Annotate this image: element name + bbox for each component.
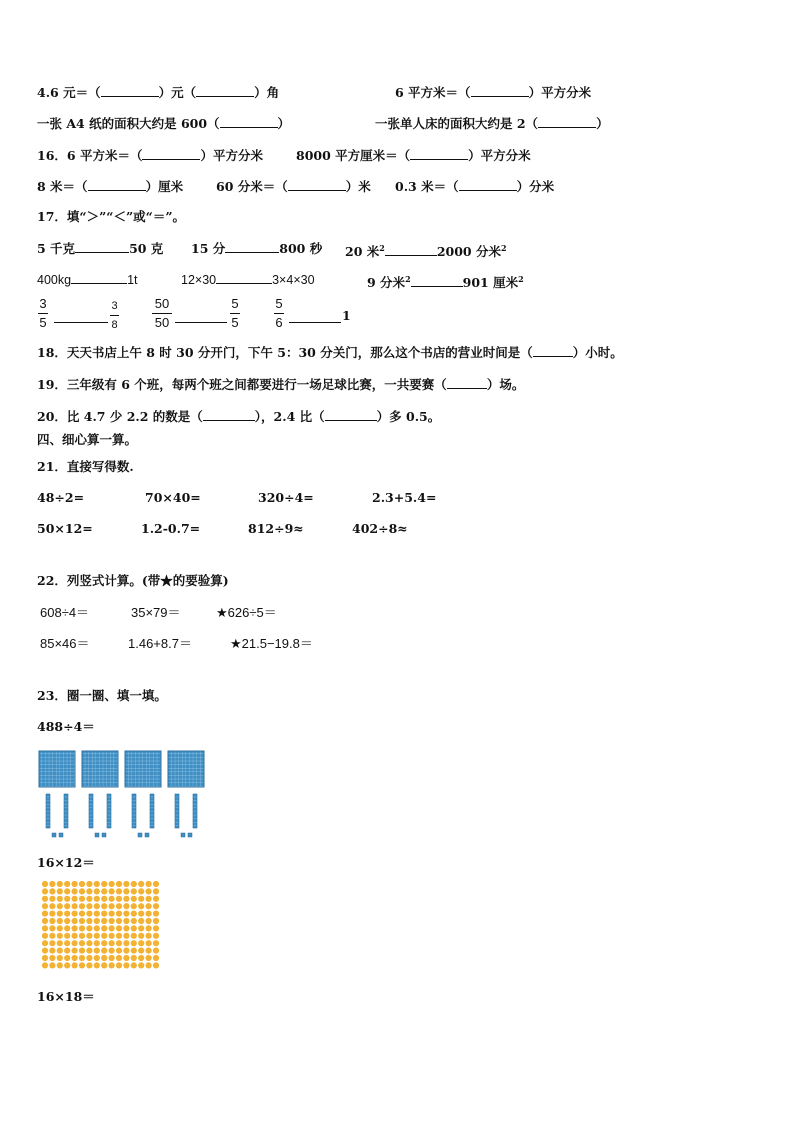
answer-blank[interactable]	[289, 322, 341, 323]
fraction-3-8: 3 8	[111, 300, 118, 331]
dot	[79, 948, 85, 954]
multiplication-16-by-18: 16×18＝	[37, 989, 95, 1004]
dot	[86, 933, 92, 939]
dot	[72, 955, 78, 961]
dot	[153, 918, 159, 924]
ten-rod	[89, 794, 93, 828]
dot	[138, 940, 144, 946]
dot	[64, 948, 70, 954]
ten-rods	[46, 794, 197, 828]
dot	[131, 955, 137, 961]
oral-calc-item: 2.3+5.4=	[372, 490, 437, 505]
dot	[64, 881, 70, 887]
dot	[153, 933, 159, 939]
dot-array-figure	[41, 880, 163, 972]
dot	[123, 955, 129, 961]
oral-calc-item: 50×12=	[37, 521, 93, 536]
question-23-title: 23．圈一圈、填一填。	[37, 688, 167, 703]
dot	[109, 940, 115, 946]
division-488-by-4: 488÷4＝	[37, 719, 95, 734]
dot	[123, 940, 129, 946]
vertical-calc-item: 35×79＝	[131, 605, 181, 620]
dot	[79, 896, 85, 902]
dot	[138, 881, 144, 887]
dot	[101, 962, 107, 968]
dot	[116, 940, 122, 946]
dot	[101, 896, 107, 902]
dot	[57, 948, 63, 954]
length-conversion-b: 60 分米＝（ ）米	[216, 179, 371, 194]
dot	[101, 933, 107, 939]
dot	[123, 925, 129, 931]
dot	[131, 888, 137, 894]
dot	[94, 911, 100, 917]
answer-blank[interactable]	[538, 115, 596, 128]
dot	[101, 911, 107, 917]
answer-blank[interactable]	[220, 115, 278, 128]
dot	[101, 940, 107, 946]
dot	[123, 896, 129, 902]
dot	[42, 948, 48, 954]
dot	[101, 955, 107, 961]
dot	[42, 903, 48, 909]
dot	[57, 933, 63, 939]
dot	[138, 888, 144, 894]
dot	[72, 911, 78, 917]
dot	[123, 918, 129, 924]
oral-calc-item: 48÷2=	[37, 490, 85, 505]
dot	[131, 896, 137, 902]
dot	[72, 940, 78, 946]
dot	[131, 948, 137, 954]
dot	[123, 888, 129, 894]
dot	[116, 925, 122, 931]
dot	[79, 903, 85, 909]
unit-fill-bed: 一张单人床的面积大约是 2（ ）	[375, 116, 609, 131]
dot	[49, 933, 55, 939]
unit-cube	[102, 833, 106, 837]
dot	[116, 933, 122, 939]
dot	[138, 903, 144, 909]
dot	[94, 881, 100, 887]
dot	[49, 911, 55, 917]
length-conversion-a: 8 米＝（ ）厘米	[37, 179, 184, 194]
answer-blank[interactable]	[101, 84, 159, 97]
dot	[153, 888, 159, 894]
dot	[131, 962, 137, 968]
answer-blank[interactable]	[54, 322, 108, 323]
question-16-a: 16．6 平方米＝（ ）平方分米	[37, 148, 263, 163]
dot	[72, 962, 78, 968]
question-16-b: 8000 平方厘米＝（ ）平方分米	[296, 148, 531, 163]
answer-blank[interactable]	[196, 84, 254, 97]
dot	[109, 918, 115, 924]
dot	[79, 940, 85, 946]
dot	[49, 955, 55, 961]
dot	[64, 962, 70, 968]
dot	[131, 918, 137, 924]
dot	[57, 925, 63, 931]
ten-rod	[107, 794, 111, 828]
dot	[131, 911, 137, 917]
answer-blank[interactable]	[216, 271, 272, 284]
question-21-title: 21．直接写得数.	[37, 459, 134, 474]
ten-rod	[46, 794, 50, 828]
compare-one: 1	[342, 308, 351, 323]
dot	[153, 881, 159, 887]
dot	[116, 962, 122, 968]
dot	[146, 933, 152, 939]
dot	[101, 918, 107, 924]
dot	[79, 962, 85, 968]
question-20: 20．比 4.7 少 2.2 的数是（ ），2.4 比（ ）多 0.5。	[37, 409, 441, 424]
dot	[94, 896, 100, 902]
dot	[72, 881, 78, 887]
dot	[49, 896, 55, 902]
answer-blank[interactable]	[385, 243, 437, 256]
dot	[146, 911, 152, 917]
vertical-calc-item: 1.46+8.7＝	[128, 636, 192, 651]
dot	[109, 933, 115, 939]
unit-cube	[138, 833, 142, 837]
dot	[57, 911, 63, 917]
dot	[49, 925, 55, 931]
fraction-50-50: 50 50	[152, 296, 172, 331]
dot	[57, 955, 63, 961]
dot	[153, 962, 159, 968]
oral-calc-item: 812÷9≈	[248, 521, 304, 536]
unit-cube	[188, 833, 192, 837]
unit-cube	[181, 833, 185, 837]
dot	[49, 881, 55, 887]
dot	[146, 888, 152, 894]
dot	[123, 933, 129, 939]
dot	[79, 881, 85, 887]
dot	[138, 962, 144, 968]
dot	[109, 911, 115, 917]
multiplication-16-by-12: 16×12＝	[37, 855, 95, 870]
answer-blank[interactable]	[288, 178, 346, 191]
ten-rod	[150, 794, 154, 828]
dot	[123, 903, 129, 909]
dot	[64, 925, 70, 931]
dot	[123, 948, 129, 954]
dot	[72, 948, 78, 954]
question-22-title: 22．列竖式计算。(带★的要验算)	[37, 573, 229, 588]
dot	[138, 955, 144, 961]
dot	[64, 918, 70, 924]
answer-blank[interactable]	[447, 376, 487, 389]
answer-blank[interactable]	[71, 271, 127, 284]
length-conversion-c: 0.3 米＝（ ）分米	[395, 179, 555, 194]
unit-cubes	[52, 833, 192, 837]
dot	[49, 948, 55, 954]
dot	[138, 911, 144, 917]
dot	[42, 962, 48, 968]
answer-blank[interactable]	[471, 84, 529, 97]
dot	[49, 888, 55, 894]
oral-calc-item: 402÷8≈	[352, 521, 408, 536]
dot	[146, 918, 152, 924]
dot	[49, 940, 55, 946]
dot	[131, 940, 137, 946]
vertical-calc-item: ★21.5−19.8＝	[230, 636, 313, 651]
hundred-flat	[125, 751, 161, 787]
answer-blank[interactable]	[75, 240, 129, 253]
answer-blank[interactable]	[533, 344, 573, 357]
dot	[94, 948, 100, 954]
dot	[94, 955, 100, 961]
dot	[42, 925, 48, 931]
compare-weight-kg: 400kg 1t	[37, 273, 138, 287]
compare-area-b: 9 分米$^2$ 901 厘米$^2$	[367, 274, 524, 291]
dot	[79, 955, 85, 961]
compare-product: 12×30 3×4×30	[181, 273, 315, 287]
dot	[146, 962, 152, 968]
dot	[86, 881, 92, 887]
hundred-flat	[82, 751, 118, 787]
dot	[86, 955, 92, 961]
dot	[146, 925, 152, 931]
dot	[64, 903, 70, 909]
dot	[64, 940, 70, 946]
dot	[64, 911, 70, 917]
dot	[138, 933, 144, 939]
dot	[57, 918, 63, 924]
vertical-calc-item: 608÷4＝	[40, 605, 90, 620]
dot	[42, 918, 48, 924]
dot	[116, 911, 122, 917]
dot	[42, 911, 48, 917]
dot	[42, 955, 48, 961]
dot	[131, 881, 137, 887]
question-19: 19．三年级有 6 个班，每两个班之间都要进行一场足球比赛，一共要赛（ ）场。	[37, 377, 525, 392]
dot	[109, 888, 115, 894]
dot	[57, 903, 63, 909]
dot	[86, 888, 92, 894]
dot	[79, 918, 85, 924]
dot	[116, 948, 122, 954]
dot	[49, 903, 55, 909]
dot	[101, 888, 107, 894]
compare-area: 20 米$^2$ 2000 分米$^2$	[345, 243, 507, 260]
dot	[94, 925, 100, 931]
dot	[42, 881, 48, 887]
dot	[146, 940, 152, 946]
dot	[42, 888, 48, 894]
dot	[86, 962, 92, 968]
oral-calc-item: 320÷4=	[258, 490, 314, 505]
answer-blank[interactable]	[142, 147, 200, 160]
dot	[101, 903, 107, 909]
answer-blank[interactable]	[88, 178, 146, 191]
answer-blank[interactable]	[459, 178, 517, 191]
unit-conversion-money: 4.6 元＝（ ）元（ ）角	[37, 85, 280, 100]
dot	[146, 955, 152, 961]
question-18: 18．天天书店上午 8 时 30 分开门，下午 5：30 分关门，那么这个书店的营业时间是（ ）小时。	[37, 345, 623, 360]
oral-calc-item: 1.2-0.7=	[141, 521, 201, 536]
dot	[116, 881, 122, 887]
dot	[79, 888, 85, 894]
dot	[57, 896, 63, 902]
base-ten-blocks-figure	[38, 750, 208, 842]
compare-mass: 5 千克 50 克	[37, 241, 164, 256]
dot	[86, 896, 92, 902]
dot	[72, 896, 78, 902]
answer-blank[interactable]	[411, 274, 463, 287]
fraction-5-6: 5 6	[275, 296, 283, 330]
dot	[123, 962, 129, 968]
dot	[86, 918, 92, 924]
section-4-heading: 四、细心算一算。	[37, 432, 138, 447]
dot	[131, 933, 137, 939]
dot	[42, 933, 48, 939]
dot	[116, 955, 122, 961]
dot	[94, 903, 100, 909]
unit-conversion-area: 6 平方米＝（ ）平方分米	[395, 85, 592, 100]
ten-rod	[193, 794, 197, 828]
dot	[138, 896, 144, 902]
dot	[57, 962, 63, 968]
answer-blank[interactable]	[175, 322, 227, 323]
dot	[138, 925, 144, 931]
vertical-calc-item: 85×46＝	[40, 636, 90, 651]
answer-blank[interactable]	[225, 240, 279, 253]
dot	[64, 896, 70, 902]
hundred-flats	[39, 751, 204, 787]
dot	[42, 896, 48, 902]
dot	[49, 962, 55, 968]
dot	[131, 925, 137, 931]
answer-blank[interactable]	[325, 408, 377, 421]
dot	[146, 896, 152, 902]
unit-fill-a4: 一张 A4 纸的面积大约是 600（ ）	[37, 116, 291, 131]
dot	[79, 911, 85, 917]
dot	[123, 911, 129, 917]
dot	[86, 925, 92, 931]
compare-time: 15 分 800 秒	[191, 241, 323, 256]
dot	[94, 962, 100, 968]
dot	[72, 918, 78, 924]
dot	[64, 888, 70, 894]
dot	[153, 903, 159, 909]
question-17-title: 17．填“＞”“＜”或“＝”。	[37, 209, 186, 224]
dot	[123, 881, 129, 887]
dot	[109, 896, 115, 902]
dot	[153, 940, 159, 946]
dot	[153, 896, 159, 902]
ten-rod	[175, 794, 179, 828]
dot	[79, 925, 85, 931]
dot	[94, 940, 100, 946]
dot	[94, 918, 100, 924]
dot	[153, 955, 159, 961]
dot	[138, 918, 144, 924]
dot	[101, 881, 107, 887]
dot	[57, 888, 63, 894]
fraction-3-5: 3 5	[39, 296, 47, 330]
unit-cube	[59, 833, 63, 837]
dot	[72, 925, 78, 931]
dot	[64, 933, 70, 939]
dot	[116, 888, 122, 894]
dot	[49, 918, 55, 924]
ten-rod	[64, 794, 68, 828]
answer-blank[interactable]	[203, 408, 255, 421]
dot	[72, 903, 78, 909]
dot	[116, 896, 122, 902]
dot	[101, 948, 107, 954]
dot	[86, 911, 92, 917]
dot	[109, 962, 115, 968]
hundred-flat	[168, 751, 204, 787]
ten-rod	[132, 794, 136, 828]
dot	[79, 933, 85, 939]
dot	[94, 888, 100, 894]
dot	[109, 903, 115, 909]
dot	[109, 948, 115, 954]
dot	[153, 925, 159, 931]
dot	[109, 881, 115, 887]
dot	[86, 948, 92, 954]
dot	[153, 948, 159, 954]
dot	[153, 911, 159, 917]
dot	[64, 955, 70, 961]
answer-blank[interactable]	[410, 147, 468, 160]
dot	[86, 940, 92, 946]
unit-cube	[52, 833, 56, 837]
dot	[109, 955, 115, 961]
dot	[146, 881, 152, 887]
hundred-flat	[39, 751, 75, 787]
dot	[101, 925, 107, 931]
dot	[57, 940, 63, 946]
unit-cube	[145, 833, 149, 837]
dot	[146, 948, 152, 954]
unit-cube	[95, 833, 99, 837]
dot	[116, 903, 122, 909]
dot	[72, 933, 78, 939]
dot	[86, 903, 92, 909]
fraction-5-5: 5 5	[231, 296, 239, 330]
oral-calc-item: 70×40=	[145, 490, 201, 505]
dot	[109, 925, 115, 931]
dot	[57, 881, 63, 887]
dot	[42, 940, 48, 946]
dot	[94, 933, 100, 939]
dot	[138, 948, 144, 954]
dot	[146, 903, 152, 909]
vertical-calc-item: ★626÷5＝	[216, 605, 277, 620]
dot	[116, 918, 122, 924]
dot	[72, 888, 78, 894]
dot	[131, 903, 137, 909]
